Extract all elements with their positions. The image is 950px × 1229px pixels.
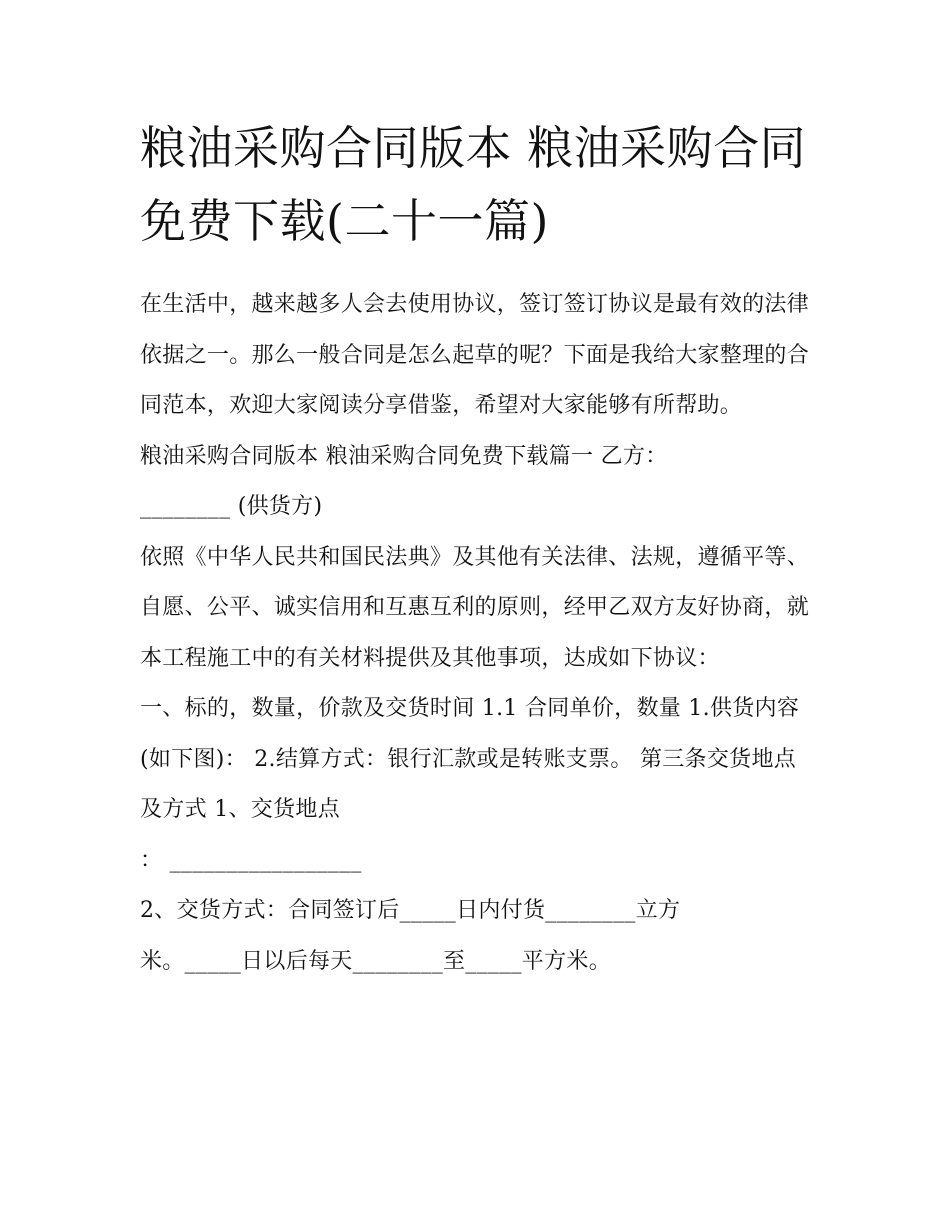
supplier-blank-line: ________ (供货方): [140, 494, 323, 519]
delivery-method-line: 2、交货方式：合同签订后_____日内付货________立方: [140, 898, 681, 923]
delivery-location-blank: ： _________________: [140, 847, 362, 873]
intro-paragraph: 在生活中，越来越多人会去使用协议，签订签订协议是最有效的法律依据之一。那么一般合同是怎么起草的呢？下面是我给大家整理的合同范本，欢迎大家阅读分享借鉴，希望对大家能够有所帮助。: [140, 292, 810, 418]
document-body: [140, 280, 815, 987]
document-title: 粮油采购合同版本 粮油采购合同免费下载(二十一篇): [140, 121, 807, 248]
subject-quantity-paragraph: 一、标的，数量，价款及交货时间 1.1 合同单价，数量 1.供货内容(如下图)： 2.结算方式：银行汇款或是转账支票。 第三条交货地点及方式 1、交货地点: [140, 696, 800, 822]
section-heading-party-b: 粮油采购合同版本 粮油采购合同免费下载篇一 乙方：: [140, 443, 668, 469]
legal-basis-paragraph: 依照《中华人民共和国民法典》及其他有关法律、法规，遵循平等、自愿、公平、诚实信用和互惠互利的原则，经甲乙双方友好协商，就本工程施工中的有关材料提供及其他事项，达成如下协议：: [140, 544, 810, 671]
delivery-schedule-line: 米。_____日以后每天________至_____平方米。: [140, 948, 612, 974]
